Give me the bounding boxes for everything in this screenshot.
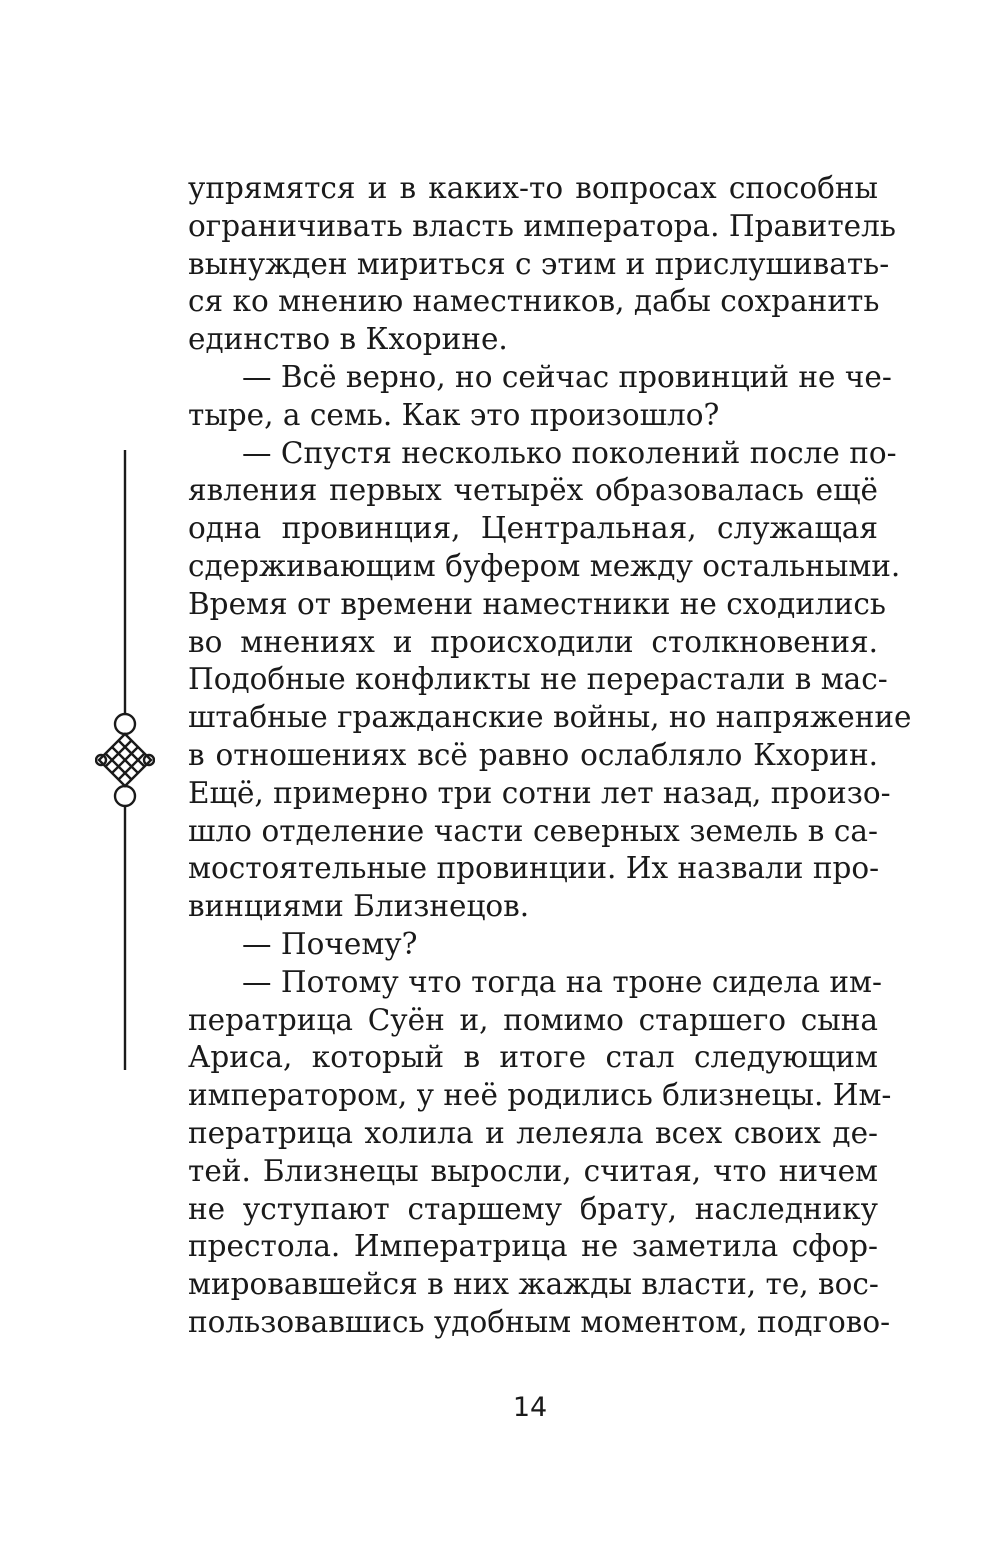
text-line: ператрица холила и лелеяла всех своих де- <box>188 1115 878 1150</box>
endless-knot-icon <box>96 450 154 1070</box>
text-line: шло отделение части северных земель в са- <box>188 813 878 848</box>
text-line: — Всё верно, но сейчас провинций не че- <box>242 359 892 394</box>
text-line: Ещё, примерно три сотни лет назад, произо- <box>188 775 891 810</box>
text-line: мостоятельные провинции. Их назвали про- <box>188 851 880 886</box>
ornament-loop-bottom <box>115 786 135 806</box>
text-line: Подобные конфликты не перерастали в мас- <box>188 662 888 697</box>
text-line: ограничивать власть императора. Правитель <box>188 208 896 243</box>
text-line: Время от времени наместники не сходились <box>188 586 886 621</box>
text-line: тыре, а семь. Как это произошло? <box>188 397 720 432</box>
text-line: — Потому что тогда на троне сидела им- <box>242 964 882 999</box>
text-line: Ариса, который в итоге стал следующим <box>188 1040 878 1075</box>
ornament-loop-top <box>115 714 135 734</box>
text-line: престола. Императрица не заметила сфор- <box>188 1229 878 1264</box>
text-line: ператрица Суён и, помимо старшего сына <box>188 1002 878 1037</box>
text-line: мировавшейся в них жажды власти, те, вос- <box>188 1267 879 1302</box>
page-number: 14 <box>512 1392 548 1423</box>
page-text <box>188 170 912 1342</box>
ornament-weave-a <box>112 747 138 773</box>
text-line: упрямятся и в каких-то вопросах способны <box>188 171 878 205</box>
endless-knot-ornament <box>95 450 155 1070</box>
text-line: — Спустя несколько поколений после по- <box>242 435 897 470</box>
text-line: не уступают старшему брату, наследнику <box>188 1191 878 1226</box>
text-line: пользовавшись удобным моментом, подгово- <box>188 1304 891 1339</box>
text-line: императором, у неё родились близнецы. Им- <box>188 1078 892 1113</box>
ornament-weave-c <box>106 754 145 780</box>
text-line: — Почему? <box>242 926 418 961</box>
text-line: тей. Близнецы выросли, считая, что ничем <box>188 1153 878 1188</box>
text-line: явления первых четырёх образовалась ещё <box>188 473 878 508</box>
text-line: во мнениях и происходили столкновения. <box>188 624 878 659</box>
text-line: единство в Кхорине. <box>188 322 508 357</box>
text-line: сдерживающим буфером между остальными. <box>188 548 901 583</box>
text-line: штабные гражданские войны, но напряжение <box>188 700 912 735</box>
text-line: в отношениях всё равно ослабляло Кхорин. <box>188 737 878 772</box>
text-line: винциями Близнецов. <box>188 889 530 924</box>
ornament-weave-b <box>106 741 145 767</box>
text-line: одна провинция, Центральная, служащая <box>188 511 878 546</box>
text-line: ся ко мнению наместников, дабы сохранить <box>188 284 880 319</box>
text-line: вынужден мириться с этим и прислушивать- <box>188 246 890 281</box>
